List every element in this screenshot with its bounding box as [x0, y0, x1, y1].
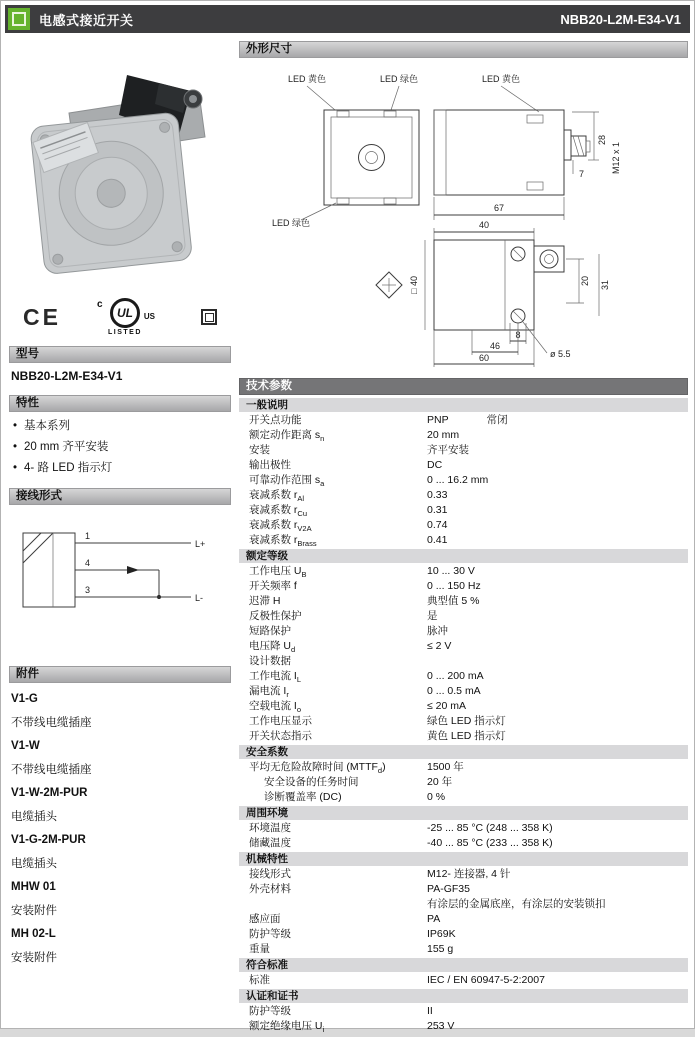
section-bar-connection: 接线形式 [9, 488, 231, 505]
spec-row [239, 443, 688, 458]
accessory-description: 电缆插头 [11, 858, 57, 870]
spec-row [239, 942, 688, 957]
spec-label: 标准 [249, 974, 270, 986]
spec-value-2: 常闭 [486, 414, 508, 426]
header-bar [5, 5, 690, 33]
spec-row [239, 790, 688, 805]
dim-31: 31 [600, 279, 610, 291]
spec-label: 重量 [249, 943, 270, 955]
spec-label: 工作电压显示 [249, 715, 312, 727]
spec-label [249, 897, 427, 912]
spec-row [239, 413, 688, 428]
dim-60: 60 [478, 353, 490, 363]
l-plus-label: L+ [195, 539, 206, 549]
spec-label: 工作电压 $U_B$ [249, 565, 307, 580]
spec-label: 电压降 $U_d$ [249, 640, 296, 655]
spec-section-header: 符合标准 [239, 958, 688, 972]
spec-value: 齐平安装 [427, 444, 469, 456]
spec-row [239, 473, 688, 488]
spec-value: 20 mm [427, 429, 460, 441]
led-green-label-2: LED 绿色 [271, 218, 311, 228]
l-minus-label: L- [195, 593, 204, 603]
spec-row [239, 973, 688, 988]
spec-value: 是 [427, 610, 438, 622]
accessory-name: V1-G-2M-PUR [11, 834, 86, 846]
terminal-4-label: 4 [85, 558, 91, 568]
spec-value: 黄色 LED 指示灯 [427, 730, 506, 742]
feature-item: • 4- 路 LED 指示灯 [13, 459, 231, 475]
spec-row [239, 503, 688, 518]
spec-value: 0 ... 200 mA [427, 670, 484, 682]
spec-row [239, 564, 688, 579]
spec-label: 迟滞 H [249, 595, 281, 607]
spec-label: 衰减系数 $r_{Al}$ [249, 489, 305, 504]
dim-67: 67 [493, 203, 505, 213]
spec-label: 额定动作距离 $s_n$ [249, 429, 325, 444]
spec-label: 输出极性 [249, 459, 291, 471]
spec-label: 漏电流 $I_r$ [249, 685, 289, 700]
spec-label: 短路保护 [249, 625, 291, 637]
spec-label: 开关状态指示 [249, 730, 312, 742]
header-model-number: NBB20-L2M-E34-V1 [560, 11, 681, 27]
spec-row [239, 639, 688, 654]
accessory-description: 不带线电缆插座 [11, 717, 92, 729]
spec-label: 衰减系数 $r_{Cu}$ [249, 504, 308, 519]
spec-value: ≤ 2 V [427, 640, 452, 652]
spec-label: 防护等级 [249, 1005, 291, 1017]
spec-value: 有涂层的金属底座，有涂层的安装锁扣 [427, 898, 606, 910]
spec-label: 环境温度 [249, 822, 291, 834]
led-yellow-label-2: LED 黄色 [481, 74, 521, 84]
ul-listed-icon: c UL US LISTED [96, 299, 155, 336]
spec-value: II [427, 1005, 433, 1017]
spec-row [239, 1019, 688, 1034]
spec-section-header: 一般说明 [239, 398, 688, 412]
accessory-name: MH 02-L [11, 928, 56, 940]
right-column [239, 41, 688, 1034]
section-bar-features: 特性 [9, 395, 231, 412]
features-list [9, 417, 231, 475]
spec-label: 诊断覆盖率 (DC) [264, 791, 342, 803]
spec-label: 空载电流 $I_o$ [249, 700, 302, 715]
spec-row [239, 594, 688, 609]
led-yellow-label-1: LED 黄色 [287, 74, 327, 84]
section-bar-dimensions: 外形尺寸 [239, 41, 688, 58]
spec-value: M12- 连接器, 4 针 [427, 868, 511, 880]
spec-value: 253 V [427, 1020, 455, 1032]
spec-value: 0 % [427, 791, 446, 803]
accessory-name: MHW 01 [11, 881, 56, 893]
led-green-label-1: LED 绿色 [379, 74, 419, 84]
spec-row [239, 699, 688, 714]
spec-row [239, 684, 688, 699]
dim-7: 7 [579, 169, 585, 179]
spec-value: PA-GF35 [427, 883, 470, 895]
spec-value: 0.31 [427, 504, 448, 516]
spec-label: 工作电流 $I_L$ [249, 670, 302, 685]
spec-value: DC [427, 459, 443, 471]
terminal-3-label: 3 [85, 585, 91, 595]
spec-row [239, 458, 688, 473]
dim-40: 40 [478, 220, 490, 230]
section-bar-technical-data: 技术参数 [239, 378, 688, 395]
spec-row [239, 867, 688, 882]
spec-table [239, 398, 688, 1034]
spec-label: 额定绝缘电压 $U_i$ [249, 1020, 325, 1035]
accessory-name: V1-W-2M-PUR [11, 787, 88, 799]
spec-value: PA [427, 913, 441, 925]
spec-row [239, 821, 688, 836]
spec-value: IP69K [427, 928, 456, 940]
spec-section-header: 机械特性 [239, 852, 688, 866]
spec-label: 反极性保护 [249, 610, 302, 622]
spec-label: 感应面 [249, 913, 281, 925]
spec-row [239, 912, 688, 927]
left-column [9, 41, 231, 965]
spec-value: 典型值 5 % [427, 595, 480, 607]
certification-row [9, 295, 231, 339]
spec-label: 设计数据 [249, 655, 291, 667]
wiring-diagram [9, 515, 231, 632]
brand-logo-icon [8, 8, 30, 30]
spec-section-header: 周围环境 [239, 806, 688, 820]
spec-section-header: 安全系数 [239, 745, 688, 759]
product-photo-drawing [9, 41, 231, 293]
spec-value: 脉冲 [427, 625, 448, 637]
dim-28: 28 [597, 134, 607, 146]
dimension-drawing [239, 60, 688, 375]
feature-item: • 20 mm 齐平安装 [13, 438, 231, 454]
spec-label: 接线形式 [249, 868, 291, 880]
accessory-name: V1-W [11, 740, 40, 752]
spec-value: -25 ... 85 °C (248 ... 358 K) [427, 822, 553, 834]
spec-section-header: 认证和证书 [239, 989, 688, 1003]
spec-row [239, 518, 688, 533]
dim-20: 20 [580, 275, 590, 287]
spec-value: 1500 年 [427, 761, 464, 773]
spec-label: 安装 [249, 444, 270, 456]
spec-label: 开关点功能 [249, 414, 302, 426]
dim-8: 8 [515, 330, 521, 340]
spec-row [239, 882, 688, 897]
spec-row [239, 1004, 688, 1019]
spec-label: 平均无危险故障时间 $(MTTF_d)$ [249, 761, 386, 776]
ce-mark-icon: CE [23, 303, 61, 330]
terminal-1-label: 1 [85, 531, 91, 541]
spec-row [239, 488, 688, 503]
spec-row [239, 533, 688, 548]
accessory-description: 安装附件 [11, 905, 57, 917]
spec-row [239, 669, 688, 684]
spec-value: 0.74 [427, 519, 448, 531]
spec-row [239, 624, 688, 639]
accessory-description: 不带线电缆插座 [11, 764, 92, 776]
spec-label: 衰减系数 $r_{Brass}$ [249, 534, 317, 549]
spec-value: 0.33 [427, 489, 448, 501]
spec-value: -40 ... 85 °C (233 ... 358 K) [427, 837, 553, 849]
dim-hole-diameter: ø 5.5 [550, 349, 571, 359]
spec-value: 0 ... 150 Hz [427, 580, 481, 592]
section-bar-accessories: 附件 [9, 666, 231, 683]
feature-item: • 基本系列 [13, 417, 231, 433]
spec-row [239, 927, 688, 942]
spec-section-header: 额定等级 [239, 549, 688, 563]
spec-label: 衰减系数 $r_{V2A}$ [249, 519, 312, 534]
spec-value: 0 ... 16.2 mm [427, 474, 489, 486]
model-number: NBB20-L2M-E34-V1 [11, 369, 123, 383]
spec-value: 20 年 [427, 776, 453, 788]
product-image [9, 41, 231, 293]
dim-square-40: □ 40 [409, 276, 419, 294]
spec-row [239, 775, 688, 790]
spec-value: 0.41 [427, 534, 448, 546]
spec-label: 安全设备的任务时间 [264, 776, 359, 788]
spec-row [239, 760, 688, 775]
spec-row [239, 836, 688, 851]
accessory-description: 电缆插头 [11, 811, 57, 823]
accessories-list [9, 693, 231, 965]
spec-label: 开关频率 f [249, 580, 297, 592]
spec-value: 10 ... 30 V [427, 565, 475, 577]
accessory-description: 安装附件 [11, 952, 57, 964]
spec-label: 防护等级 [249, 928, 291, 940]
spec-label: 外壳材料 [249, 883, 291, 895]
protection-class-ii-icon [201, 309, 217, 325]
spec-row [239, 428, 688, 443]
spec-row [239, 654, 688, 669]
page-title: 电感式接近开关 [39, 12, 134, 28]
spec-label: 储藏温度 [249, 837, 291, 849]
dim-46: 46 [489, 341, 501, 351]
spec-row [239, 609, 688, 624]
section-bar-model: 型号 [9, 346, 231, 363]
spec-row [239, 729, 688, 744]
accessory-name: V1-G [11, 693, 38, 705]
spec-value: ≤ 20 mA [427, 700, 467, 712]
spec-row [239, 897, 688, 912]
spec-value: 0 ... 0.5 mA [427, 685, 481, 697]
spec-row [239, 714, 688, 729]
spec-value: PNP [427, 414, 449, 426]
spec-value: IEC / EN 60947-5-2:2007 [427, 974, 545, 986]
thread-label: M12 x 1 [611, 141, 621, 175]
spec-label: 可靠动作范围 $s_a$ [249, 474, 325, 489]
spec-value: 155 g [427, 943, 454, 955]
spec-row [239, 579, 688, 594]
spec-value: 绿色 LED 指示灯 [427, 715, 506, 727]
